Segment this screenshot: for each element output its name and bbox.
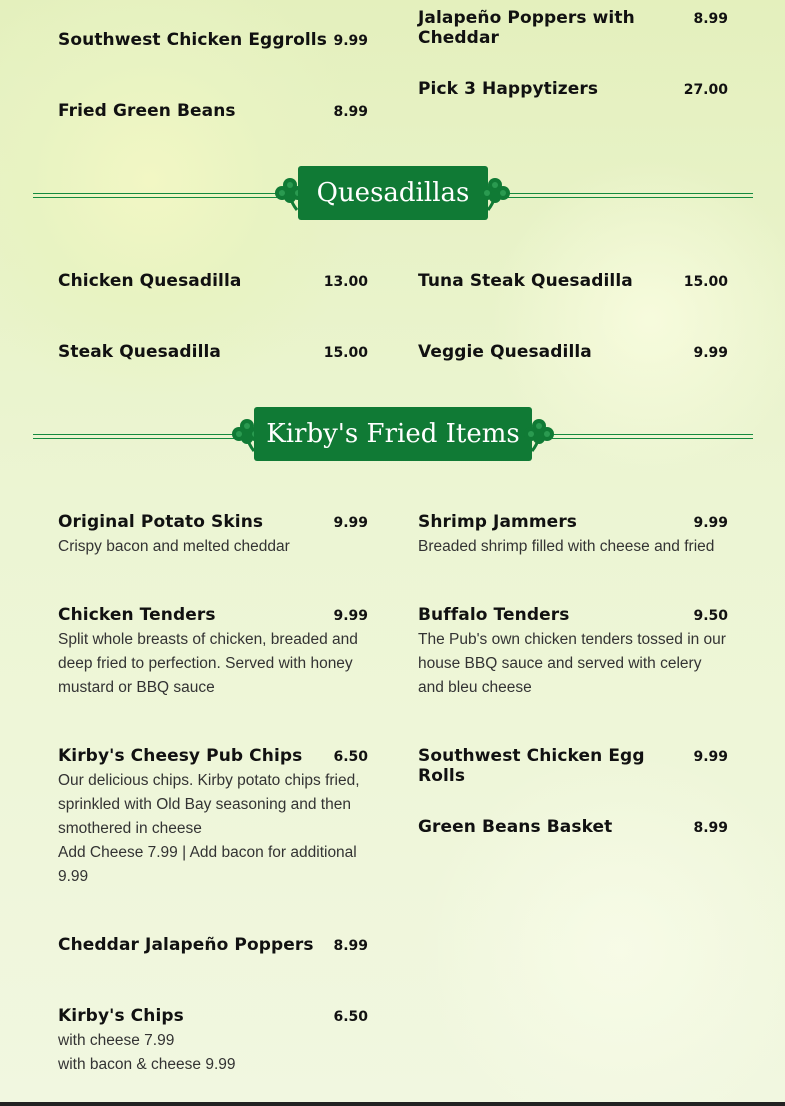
menu-item: [418, 8, 728, 48]
item-name: Green Beans Basket: [418, 817, 613, 837]
item-name: Chicken Tenders: [58, 605, 216, 625]
menu-item: [418, 271, 728, 291]
item-name: Shrimp Jammers: [418, 512, 578, 532]
item-description: Crispy bacon and melted cheddar: [58, 538, 290, 555]
item-price: 8.99: [333, 104, 368, 120]
item-name: Veggie Quesadilla: [418, 342, 592, 362]
item-name: Pick 3 Happytizers: [418, 79, 599, 99]
item-price: 8.99: [693, 820, 728, 836]
item-description: with cheese 7.99: [58, 1032, 175, 1049]
item-price: 15.00: [683, 274, 728, 290]
item-price: 8.99: [693, 11, 728, 27]
menu-item: [58, 935, 368, 955]
item-price: 8.99: [333, 938, 368, 954]
shamrock-icon: [520, 415, 558, 453]
item-price: 9.99: [333, 515, 368, 531]
item-price: 9.99: [333, 33, 368, 49]
item-name: Cheddar Jalapeño Poppers: [58, 935, 314, 955]
item-price: 9.50: [693, 608, 728, 624]
page-bottom-border: [0, 1102, 785, 1106]
section-title: Quesadillas: [298, 166, 488, 220]
item-description: Breaded shrimp filled with cheese and fried: [418, 538, 715, 555]
menu-item: [418, 746, 728, 786]
menu-item: [58, 101, 368, 121]
item-name: Original Potato Skins: [58, 512, 264, 532]
section-title: Kirby's Fried Items: [254, 407, 532, 461]
item-description: Our delicious chips. Kirby potato chips fried, sprinkled with Old Bay seasoning and then smothered in cheese: [58, 772, 360, 837]
shamrock-icon: [476, 174, 514, 212]
item-name: Steak Quesadilla: [58, 342, 221, 362]
item-description: Split whole breasts of chicken, breaded and deep fried to perfection. Served with honey mustard or BBQ sauce: [58, 631, 358, 696]
item-price: 15.00: [323, 345, 368, 361]
menu-item: [418, 605, 728, 700]
menu-item: [418, 79, 728, 99]
menu-item: [418, 342, 728, 362]
menu-item: [58, 271, 368, 291]
item-price: 9.99: [333, 608, 368, 624]
item-price: 13.00: [323, 274, 368, 290]
menu-item: [58, 1006, 368, 1077]
item-name: Southwest Chicken Egg Rolls: [418, 746, 645, 786]
menu-item: [58, 512, 368, 559]
item-description-extra: Add Cheese 7.99 | Add bacon for additional 9.99: [58, 844, 357, 885]
menu-item: [58, 605, 368, 700]
item-price: 9.99: [693, 345, 728, 361]
item-name: Kirby's Chips: [58, 1006, 184, 1026]
item-price: 9.99: [693, 515, 728, 531]
item-price: 6.50: [333, 749, 368, 765]
item-name: Buffalo Tenders: [418, 605, 570, 625]
item-price: 9.99: [693, 749, 728, 765]
item-name: Kirby's Cheesy Pub Chips: [58, 746, 303, 766]
item-name: Chicken Quesadilla: [58, 271, 242, 291]
section-header-quesadillas: [33, 166, 753, 226]
item-description-extra: with bacon & cheese 9.99: [58, 1056, 236, 1073]
menu-item: [58, 342, 368, 362]
menu-item: [418, 512, 728, 559]
item-price: 6.50: [333, 1009, 368, 1025]
item-description: The Pub's own chicken tenders tossed in our house BBQ sauce and served with celery and bleu cheese: [418, 631, 726, 696]
item-name: Fried Green Beans: [58, 101, 236, 121]
menu-item: [418, 817, 728, 837]
menu-item: [58, 746, 368, 889]
item-price: 27.00: [683, 82, 728, 98]
section-header-fried-items: [33, 407, 753, 467]
menu-item: [58, 30, 368, 50]
item-name: Tuna Steak Quesadilla: [418, 271, 633, 291]
item-name: Southwest Chicken Eggrolls: [58, 30, 327, 50]
item-name: Jalapeño Poppers with Cheddar: [418, 8, 635, 48]
